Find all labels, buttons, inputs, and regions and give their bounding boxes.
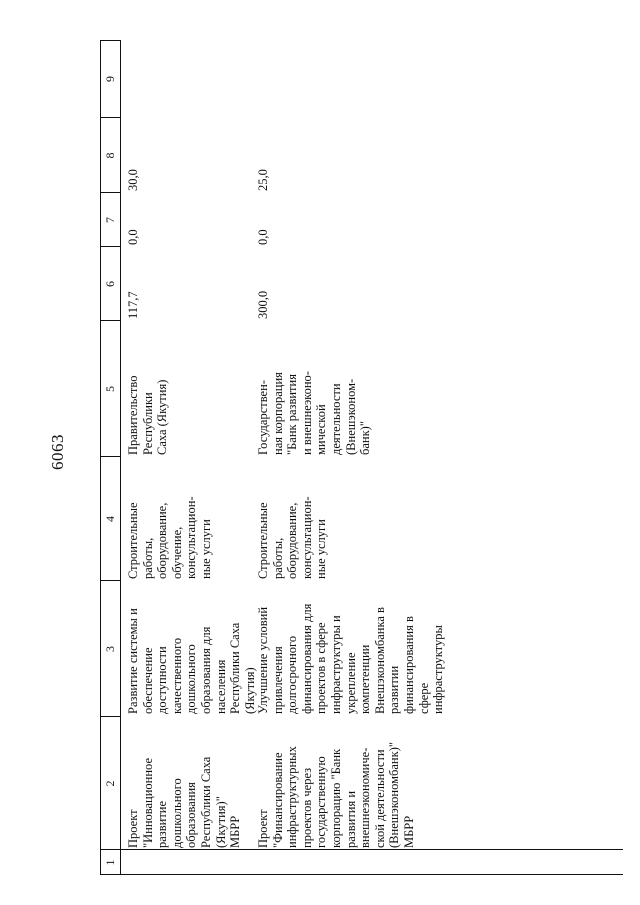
table-cell-value-6: 117,7 xyxy=(126,291,140,319)
column-header-4: 4 xyxy=(100,457,121,581)
table-cell-work-types: Строительные работы, оборудование, обучение, консультацион- ные услуги xyxy=(126,496,213,579)
column-divider xyxy=(100,246,120,247)
column-header-1: 1 xyxy=(100,850,121,875)
table-cell-value-7: 0,0 xyxy=(256,229,270,245)
column-divider xyxy=(100,320,120,321)
table-cell-project-goal: Развитие системы и обеспечение доступности качественного дошкольного образования для населения Республики Саха (Якутия) xyxy=(126,608,257,714)
data-table xyxy=(100,40,623,875)
table-left-border xyxy=(100,874,623,875)
table-cell-executor: Правительство Республики Саха (Якутия) xyxy=(126,375,170,455)
column-header-5: 5 xyxy=(100,321,121,457)
column-divider xyxy=(100,716,120,717)
column-divider xyxy=(100,849,623,850)
column-header-6: 6 xyxy=(100,247,121,321)
column-header-9: 9 xyxy=(100,40,121,118)
table-cell-work-types: Строительные работы, оборудование, консультацион- ные услуги xyxy=(256,496,329,579)
table-cell-value-6: 300,0 xyxy=(256,290,270,319)
column-header-2: 2 xyxy=(100,717,121,850)
column-header-3: 3 xyxy=(100,581,121,717)
table-frame xyxy=(100,40,623,875)
table-cell-executor: Государствен- ная корпорация "Банк развития и внешнеэконо- мической деятельности (Внешэконом- банк)" xyxy=(256,371,373,455)
table-cell-project-name: Проект "Инновационное развитие дошкольного образования Республики Саха (Якутия)" МБРР xyxy=(126,756,243,848)
table-cell-project-name: Проект "Финансирование инфраструктурных проектов через государственную корпорацию "Банк развития и внешнеэкономиче- ской деятельности (Внешэкономбанк)" МБРР xyxy=(256,742,416,848)
table-cell-project-goal: Улучшение условий привлечения долгосрочного финансирования для проектов в сфере инфраструктуры и укрепление компетенции Внешэкономбанка в развитии финансирования в сфере инфраструктуры xyxy=(256,603,446,714)
column-divider xyxy=(100,192,120,193)
column-divider xyxy=(100,456,120,457)
column-header-7: 7 xyxy=(100,193,121,247)
table-cell-value-8: 25,0 xyxy=(256,169,270,191)
page-number: 6063 xyxy=(48,434,67,470)
column-divider xyxy=(100,117,120,118)
table-cell-value-8: 30,0 xyxy=(126,169,140,191)
column-header-8: 8 xyxy=(100,118,121,193)
table-cell-value-7: 0,0 xyxy=(126,229,140,245)
column-divider xyxy=(100,580,120,581)
